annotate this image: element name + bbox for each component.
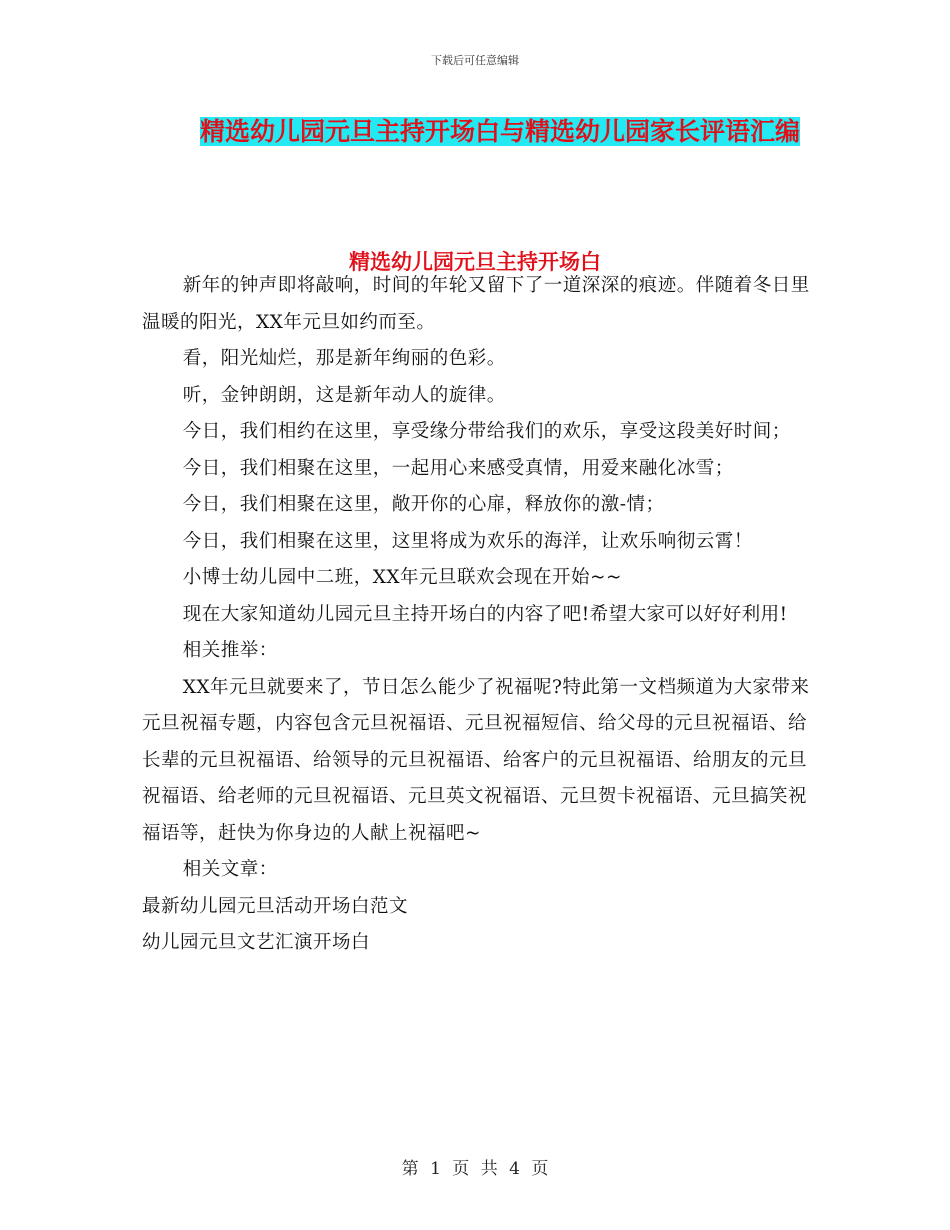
related-article-link[interactable]: 幼儿园元旦文艺汇演开场白 [142,932,371,953]
paragraph: 今日，我们相聚在这里，敞开你的心扉，释放你的激-情； [182,494,665,515]
paragraph: 今日，我们相聚在这里，一起用心来感受真情，用爱来融化冰雪； [182,457,734,479]
paragraph: 今日，我们相聚在这里，这里将成为欢乐的海洋，让欢乐响彻云霄！ [182,530,753,552]
document-body [142,268,810,962]
paragraph: 小博士幼儿园中二班，XX年元旦联欢会现在开始~~ [182,567,623,588]
section-title: 精选幼儿园元旦主持开场白 [349,250,601,274]
paragraph: XX年元旦就要来了，节日怎么能少了祝福呢?特此第一文档频道为大家带来元旦祝福专题，内容包含元旦祝福语、元旦祝福短信、给父母的元旦祝福语、给长辈的元旦祝福语、给领导的元旦祝福语、给客户的元旦祝福语、给朋友的元旦祝福语、给老师的元旦祝福语、元旦英文祝福语、元旦贺卡祝福语、元旦搞笑祝福语等，赶快为你身边的人献上祝福吧~ [142,676,810,844]
related-article-link[interactable]: 最新幼儿园元旦活动开场白范文 [142,895,409,917]
document-title [190,108,810,156]
paragraph: 新年的钟声即将敲响，时间的年轮又留下了一道深深的痕迹。伴随着冬日里温暖的阳光，XX年元旦如约而至。 [142,275,810,333]
page-header-note: 下载后可任意编辑 [431,54,519,67]
paragraph: 相关文章： [182,859,278,880]
paragraph: 听，金钟朗朗，这是新年动人的旋律。 [182,384,506,406]
paragraph: 今日，我们相约在这里，享受缘分带给我们的欢乐，享受这段美好时间； [182,421,791,442]
paragraph: 相关推举： [182,640,278,661]
paragraph: 现在大家知道幼儿园元旦主持开场白的内容了吧!希望大家可以好好利用! [182,603,788,625]
paragraph: 看，阳光灿烂，那是新年绚丽的色彩。 [182,348,506,369]
page-footer: 第 1 页 共 4 页 [401,1159,549,1179]
document-title-text: 精选幼儿园元旦主持开场白与精选幼儿园家长评语汇编 [199,117,800,146]
